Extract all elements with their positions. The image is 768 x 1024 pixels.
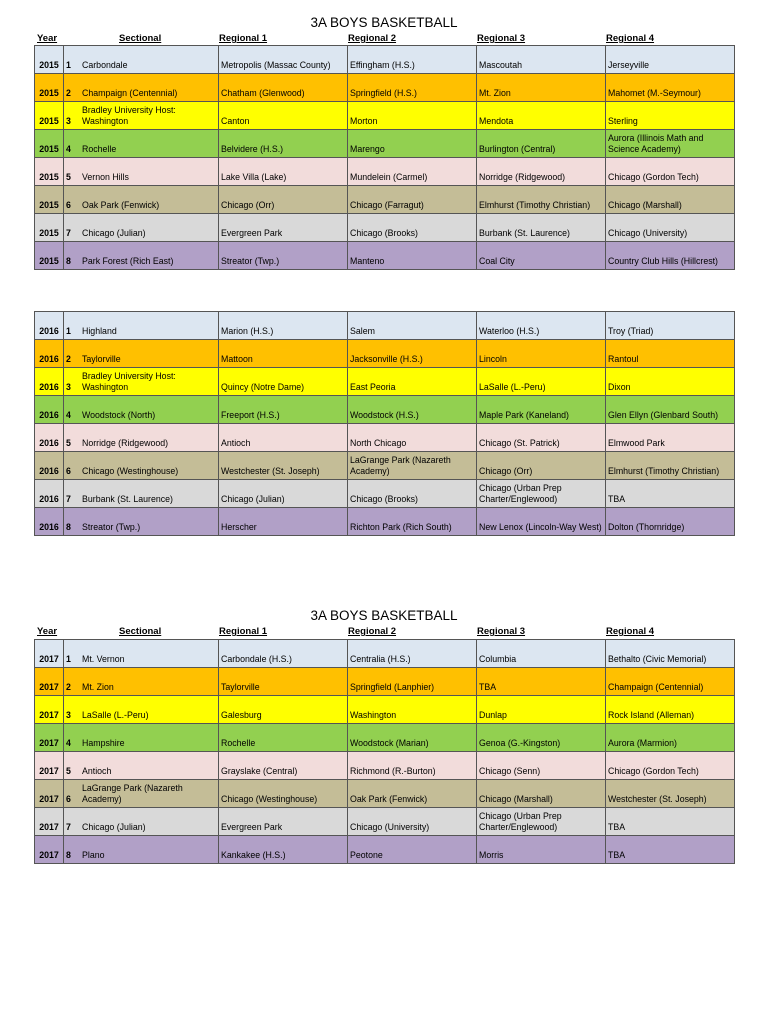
regional-3-cell: Chicago (St. Patrick) [477, 424, 606, 452]
regional-3-cell: Genoa (G.-Kingston) [477, 724, 606, 752]
regional-1-cell: Evergreen Park [219, 808, 348, 836]
regional-1-cell: Galesburg [219, 696, 348, 724]
sectional-cell [64, 214, 219, 242]
regional-4-cell: Country Club Hills (Hillcrest) [606, 242, 735, 270]
sectional-name: Vernon Hills [82, 171, 129, 182]
page-title: 3A BOYS BASKETBALL [310, 15, 458, 30]
sectional-cell [64, 480, 219, 508]
regional-4-cell: TBA [606, 836, 735, 864]
table-row [35, 452, 735, 480]
sectional-cell [64, 340, 219, 368]
header-year: Year [37, 626, 58, 637]
sectional-number: 2 [66, 681, 71, 692]
header-regional-2: Regional 2 [348, 33, 397, 44]
regional-1-cell: Herscher [219, 508, 348, 536]
sectional-name: Rochelle [82, 143, 117, 154]
year-cell: 2015 [35, 130, 64, 158]
sectional-name: Antioch [82, 765, 112, 776]
regional-3-cell: Chicago (Urban Prep Charter/Englewood) [477, 480, 606, 508]
sectional-number: 6 [66, 793, 71, 804]
year-cell: 2017 [35, 668, 64, 696]
sectional-number: 3 [66, 381, 71, 392]
regional-4-cell: Troy (Triad) [606, 312, 735, 340]
regional-3-cell: Maple Park (Kaneland) [477, 396, 606, 424]
table-row [35, 214, 735, 242]
sectional-number: 1 [66, 653, 71, 664]
sectional-name: Woodstock (North) [82, 409, 156, 420]
sectional-name: Champaign (Centennial) [82, 87, 178, 98]
regional-2-cell: Springfield (Lanphier) [348, 668, 477, 696]
sectional-cell [64, 508, 219, 536]
regional-1-cell: Chicago (Julian) [219, 480, 348, 508]
regional-3-cell: Mascoutah [477, 46, 606, 74]
table-row [35, 158, 735, 186]
regional-1-cell: Grayslake (Central) [219, 752, 348, 780]
regional-4-cell: Chicago (Gordon Tech) [606, 752, 735, 780]
sectional-number: 2 [66, 353, 71, 364]
regional-4-cell: Dolton (Thornridge) [606, 508, 735, 536]
table-row [35, 396, 735, 424]
regional-3-cell: LaSalle (L.-Peru) [477, 368, 606, 396]
schedule-table [34, 45, 735, 270]
sectional-cell [64, 836, 219, 864]
regional-3-cell: Chicago (Marshall) [477, 780, 606, 808]
sectional-cell [64, 102, 219, 130]
sectional-name: Norridge (Ridgewood) [82, 437, 169, 448]
sectional-cell [64, 368, 219, 396]
year-cell: 2016 [35, 340, 64, 368]
regional-4-cell: Dixon [606, 368, 735, 396]
table-row [35, 368, 735, 396]
sectional-number: 3 [66, 709, 71, 720]
year-cell: 2015 [35, 102, 64, 130]
sectional-name: Bradley University Host: Washington [82, 371, 176, 392]
regional-4-cell: Glen Ellyn (Glenbard South) [606, 396, 735, 424]
table-row [35, 102, 735, 130]
regional-3-cell: Norridge (Ridgewood) [477, 158, 606, 186]
regional-4-cell: Rock Island (Alleman) [606, 696, 735, 724]
year-cell: 2016 [35, 368, 64, 396]
regional-1-cell: Streator (Twp.) [219, 242, 348, 270]
regional-1-cell: Carbondale (H.S.) [219, 640, 348, 668]
table-row [35, 46, 735, 74]
sectional-number: 4 [66, 143, 71, 154]
sectional-name: Carbondale [82, 59, 128, 70]
regional-2-cell: Woodstock (Marian) [348, 724, 477, 752]
regional-4-cell: Bethalto (Civic Memorial) [606, 640, 735, 668]
regional-1-cell: Westchester (St. Joseph) [219, 452, 348, 480]
regional-2-cell: East Peoria [348, 368, 477, 396]
header-regional-1: Regional 1 [219, 626, 268, 637]
regional-1-cell: Evergreen Park [219, 214, 348, 242]
regional-2-cell: Chicago (Farragut) [348, 186, 477, 214]
sectional-name: LaSalle (L.-Peru) [82, 709, 149, 720]
table-row [35, 668, 735, 696]
regional-2-cell: Richmond (R.-Burton) [348, 752, 477, 780]
regional-1-cell: Quincy (Notre Dame) [219, 368, 348, 396]
regional-2-cell: Washington [348, 696, 477, 724]
sectional-name: Burbank (St. Laurence) [82, 493, 173, 504]
regional-3-cell: Lincoln [477, 340, 606, 368]
regional-1-cell: Antioch [219, 424, 348, 452]
year-cell: 2015 [35, 74, 64, 102]
sectional-number: 4 [66, 409, 71, 420]
sectional-number: 7 [66, 227, 71, 238]
regional-3-cell: Chicago (Senn) [477, 752, 606, 780]
header-regional-2: Regional 2 [348, 626, 397, 637]
regional-2-cell: Mundelein (Carmel) [348, 158, 477, 186]
sectional-name: Chicago (Westinghouse) [82, 465, 179, 476]
table-row [35, 312, 735, 340]
regional-3-cell: TBA [477, 668, 606, 696]
regional-1-cell: Canton [219, 102, 348, 130]
sectional-cell [64, 780, 219, 808]
year-cell: 2015 [35, 158, 64, 186]
regional-4-cell: Mahomet (M.-Seymour) [606, 74, 735, 102]
sectional-cell [64, 724, 219, 752]
sectional-name: Streator (Twp.) [82, 521, 141, 532]
sectional-cell [64, 74, 219, 102]
header-year: Year [37, 33, 58, 44]
regional-2-cell: Manteno [348, 242, 477, 270]
column-headers [34, 32, 734, 45]
table-row [35, 480, 735, 508]
year-cell: 2017 [35, 836, 64, 864]
sectional-cell [64, 452, 219, 480]
regional-4-cell: Elmhurst (Timothy Christian) [606, 452, 735, 480]
regional-4-cell: TBA [606, 480, 735, 508]
table-row [35, 186, 735, 214]
table-row [35, 242, 735, 270]
regional-4-cell: Aurora (Illinois Math and Science Academy) [606, 130, 735, 158]
regional-4-cell: Chicago (Gordon Tech) [606, 158, 735, 186]
sectional-number: 2 [66, 87, 71, 98]
schedule-table [34, 311, 735, 536]
sectional-name: Plano [82, 849, 105, 860]
table-row [35, 130, 735, 158]
sectional-cell [64, 242, 219, 270]
regional-4-cell: Rantoul [606, 340, 735, 368]
regional-1-cell: Freeport (H.S.) [219, 396, 348, 424]
header-regional-4: Regional 4 [606, 626, 655, 637]
sectional-number: 1 [66, 59, 71, 70]
regional-2-cell: Centralia (H.S.) [348, 640, 477, 668]
regional-4-cell: TBA [606, 808, 735, 836]
regional-3-cell: Columbia [477, 640, 606, 668]
regional-1-cell: Belvidere (H.S.) [219, 130, 348, 158]
sectional-cell [64, 130, 219, 158]
sectional-name: Oak Park (Fenwick) [82, 199, 160, 210]
table-row [35, 640, 735, 668]
regional-4-cell: Chicago (Marshall) [606, 186, 735, 214]
header-regional-3: Regional 3 [477, 33, 526, 44]
regional-2-cell: Morton [348, 102, 477, 130]
sectional-name: LaGrange Park (Nazareth Academy) [82, 783, 183, 804]
regional-4-cell: Sterling [606, 102, 735, 130]
sectional-number: 5 [66, 765, 71, 776]
table-row [35, 340, 735, 368]
year-cell: 2017 [35, 696, 64, 724]
sectional-name: Chicago (Julian) [82, 821, 146, 832]
regional-3-cell: Coal City [477, 242, 606, 270]
year-cell: 2016 [35, 396, 64, 424]
sectional-name: Highland [82, 325, 117, 336]
sectional-number: 1 [66, 325, 71, 336]
sectional-name: Taylorville [82, 353, 121, 364]
sectional-number: 8 [66, 849, 71, 860]
year-cell: 2017 [35, 752, 64, 780]
year-cell: 2015 [35, 46, 64, 74]
regional-2-cell: Jacksonville (H.S.) [348, 340, 477, 368]
regional-4-cell: Jerseyville [606, 46, 735, 74]
header-sectional: Sectional [119, 33, 162, 44]
regional-2-cell: Chicago (Brooks) [348, 214, 477, 242]
year-cell: 2015 [35, 186, 64, 214]
regional-4-cell: Champaign (Centennial) [606, 668, 735, 696]
sectional-cell [64, 396, 219, 424]
sectional-number: 5 [66, 171, 71, 182]
sectional-name: Hampshire [82, 737, 125, 748]
regional-3-cell: Mendota [477, 102, 606, 130]
sectional-cell [64, 186, 219, 214]
sectional-number: 6 [66, 465, 71, 476]
year-cell: 2017 [35, 724, 64, 752]
sectional-cell [64, 46, 219, 74]
year-cell: 2016 [35, 452, 64, 480]
regional-2-cell: Effingham (H.S.) [348, 46, 477, 74]
header-regional-4: Regional 4 [606, 33, 655, 44]
regional-4-cell: Westchester (St. Joseph) [606, 780, 735, 808]
regional-3-cell: Dunlap [477, 696, 606, 724]
regional-4-cell: Elmwood Park [606, 424, 735, 452]
sectional-cell [64, 696, 219, 724]
regional-1-cell: Chatham (Glenwood) [219, 74, 348, 102]
year-cell: 2015 [35, 214, 64, 242]
regional-1-cell: Chicago (Westinghouse) [219, 780, 348, 808]
sectional-name: Bradley University Host: Washington [82, 105, 176, 126]
regional-2-cell: Richton Park (Rich South) [348, 508, 477, 536]
sectional-cell [64, 752, 219, 780]
regional-2-cell: LaGrange Park (Nazareth Academy) [348, 452, 477, 480]
sectional-cell [64, 158, 219, 186]
table-row [35, 724, 735, 752]
table-row [35, 752, 735, 780]
schedule-table [34, 639, 735, 864]
regional-4-cell: Chicago (University) [606, 214, 735, 242]
regional-3-cell: New Lenox (Lincoln-Way West) [477, 508, 606, 536]
regional-3-cell: Mt. Zion [477, 74, 606, 102]
regional-1-cell: Marion (H.S.) [219, 312, 348, 340]
year-cell: 2016 [35, 312, 64, 340]
table-row [35, 836, 735, 864]
regional-1-cell: Lake Villa (Lake) [219, 158, 348, 186]
regional-3-cell: Chicago (Urban Prep Charter/Englewood) [477, 808, 606, 836]
header-regional-1: Regional 1 [219, 33, 268, 44]
regional-3-cell: Morris [477, 836, 606, 864]
sectional-number: 7 [66, 493, 71, 504]
regional-2-cell: Chicago (University) [348, 808, 477, 836]
regional-1-cell: Kankakee (H.S.) [219, 836, 348, 864]
sectional-number: 4 [66, 737, 71, 748]
sectional-number: 8 [66, 255, 71, 266]
page-title: 3A BOYS BASKETBALL [310, 608, 458, 623]
table-row [35, 74, 735, 102]
sectional-number: 7 [66, 821, 71, 832]
regional-3-cell: Waterloo (H.S.) [477, 312, 606, 340]
regional-1-cell: Metropolis (Massac County) [219, 46, 348, 74]
year-cell: 2015 [35, 242, 64, 270]
sectional-number: 3 [66, 115, 71, 126]
header-regional-3: Regional 3 [477, 626, 526, 637]
table-row [35, 696, 735, 724]
regional-2-cell: Oak Park (Fenwick) [348, 780, 477, 808]
table-row [35, 808, 735, 836]
sectional-name: Park Forest (Rich East) [82, 255, 174, 266]
regional-2-cell: North Chicago [348, 424, 477, 452]
regional-1-cell: Taylorville [219, 668, 348, 696]
regional-3-cell: Burlington (Central) [477, 130, 606, 158]
sectional-name: Chicago (Julian) [82, 227, 146, 238]
regional-2-cell: Marengo [348, 130, 477, 158]
sectional-name: Mt. Zion [82, 681, 114, 692]
regional-3-cell: Elmhurst (Timothy Christian) [477, 186, 606, 214]
regional-1-cell: Chicago (Orr) [219, 186, 348, 214]
year-cell: 2017 [35, 640, 64, 668]
sectional-cell [64, 640, 219, 668]
year-cell: 2016 [35, 424, 64, 452]
regional-2-cell: Chicago (Brooks) [348, 480, 477, 508]
sectional-number: 8 [66, 521, 71, 532]
regional-3-cell: Burbank (St. Laurence) [477, 214, 606, 242]
regional-2-cell: Woodstock (H.S.) [348, 396, 477, 424]
year-cell: 2017 [35, 808, 64, 836]
regional-2-cell: Salem [348, 312, 477, 340]
sectional-cell [64, 808, 219, 836]
column-headers [34, 625, 734, 638]
sectional-cell [64, 668, 219, 696]
regional-3-cell: Chicago (Orr) [477, 452, 606, 480]
regional-2-cell: Springfield (H.S.) [348, 74, 477, 102]
regional-1-cell: Rochelle [219, 724, 348, 752]
sectional-name: Mt. Vernon [82, 653, 125, 664]
year-cell: 2016 [35, 480, 64, 508]
table-row [35, 780, 735, 808]
year-cell: 2016 [35, 508, 64, 536]
table-row [35, 508, 735, 536]
regional-4-cell: Aurora (Marmion) [606, 724, 735, 752]
regional-1-cell: Mattoon [219, 340, 348, 368]
year-cell: 2017 [35, 780, 64, 808]
sectional-number: 6 [66, 199, 71, 210]
regional-2-cell: Peotone [348, 836, 477, 864]
sectional-number: 5 [66, 437, 71, 448]
sectional-cell [64, 424, 219, 452]
sectional-cell [64, 312, 219, 340]
header-sectional: Sectional [119, 626, 162, 637]
table-row [35, 424, 735, 452]
